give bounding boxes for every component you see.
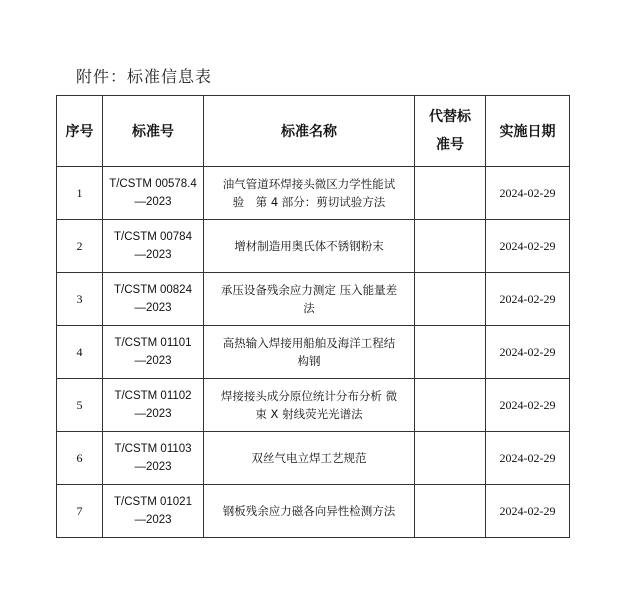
table-row — [57, 379, 570, 432]
standard-name-cell — [204, 432, 415, 485]
row-index: 2 — [57, 220, 103, 273]
standard-name-line2: 验 第 4 部分：剪切试验方法 — [232, 195, 386, 209]
standard-name-line2: 束 X 射线荧光光谱法 — [255, 407, 363, 421]
standard-number-line2: —2023 — [134, 302, 172, 314]
standard-name-cell — [204, 220, 415, 273]
effective-date-cell: 2024-02-29 — [486, 432, 570, 485]
standard-number-cell — [103, 432, 204, 485]
replaced-standard-cell — [415, 220, 486, 273]
standard-number-line2: —2023 — [134, 196, 172, 208]
standard-name-line1: 焊接接头成分原位统计分布分析 微 — [220, 389, 398, 403]
header-replaced-line2: 准号 — [436, 137, 464, 153]
standard-number-cell — [103, 326, 204, 379]
replaced-standard-cell — [415, 326, 486, 379]
replaced-standard-cell — [415, 167, 486, 220]
standard-number-cell — [103, 167, 204, 220]
standard-number-line2: —2023 — [134, 514, 172, 526]
page-title: 附件：标准信息表 — [76, 67, 213, 86]
header-standard-name: 标准名称 — [204, 96, 415, 167]
table-row — [57, 326, 570, 379]
row-index: 1 — [57, 167, 103, 220]
header-replaced-standard — [415, 96, 486, 167]
standard-name-line1: 油气管道环焊接头微区力学性能试 — [222, 177, 396, 191]
row-index: 6 — [57, 432, 103, 485]
standard-name-line2: 法 — [303, 301, 315, 315]
standard-name-cell — [204, 273, 415, 326]
replaced-standard-cell — [415, 485, 486, 538]
header-effective-date: 实施日期 — [486, 96, 570, 167]
standard-name-cell — [204, 167, 415, 220]
standard-name-cell — [204, 379, 415, 432]
standard-number-cell — [103, 273, 204, 326]
standard-number-line1: T/CSTM 01102 — [114, 390, 192, 402]
standards-table — [56, 95, 570, 538]
standard-number-line2: —2023 — [134, 408, 172, 420]
header-replaced-line1: 代替标 — [429, 109, 471, 125]
standard-name-line1: 高热输入焊接用船舶及海洋工程结 — [222, 336, 396, 350]
replaced-standard-cell — [415, 273, 486, 326]
effective-date-cell: 2024-02-29 — [486, 326, 570, 379]
effective-date-cell: 2024-02-29 — [486, 379, 570, 432]
standard-number-line1: T/CSTM 00578.4 — [109, 178, 197, 190]
table-row — [57, 167, 570, 220]
standard-name-line1: 增材制造用奥氏体不锈钢粉末 — [234, 239, 384, 253]
table-row — [57, 273, 570, 326]
standard-number-line1: T/CSTM 00784 — [114, 231, 192, 243]
standard-name-line1: 钢板残余应力磁各向异性检测方法 — [222, 504, 396, 518]
table-row — [57, 220, 570, 273]
replaced-standard-cell — [415, 379, 486, 432]
standard-number-line1: T/CSTM 00824 — [114, 284, 192, 296]
standard-number-cell — [103, 379, 204, 432]
standard-number-line1: T/CSTM 01021 — [114, 496, 192, 508]
table-header-row — [57, 96, 570, 167]
standard-name-cell — [204, 326, 415, 379]
standard-number-cell — [103, 220, 204, 273]
standard-number-line2: —2023 — [134, 355, 172, 367]
standard-name-line2: 构钢 — [297, 354, 321, 368]
table-row — [57, 485, 570, 538]
standard-number-line1: T/CSTM 01103 — [114, 443, 192, 455]
standard-name-line1: 双丝气电立焊工艺规范 — [251, 451, 367, 465]
header-standard-number: 标准号 — [103, 96, 204, 167]
header-index: 序号 — [57, 96, 103, 167]
replaced-standard-cell — [415, 432, 486, 485]
standard-number-line2: —2023 — [134, 461, 172, 473]
effective-date-cell: 2024-02-29 — [486, 167, 570, 220]
standard-number-cell — [103, 485, 204, 538]
row-index: 5 — [57, 379, 103, 432]
effective-date-cell: 2024-02-29 — [486, 485, 570, 538]
table-row — [57, 432, 570, 485]
row-index: 4 — [57, 326, 103, 379]
row-index: 7 — [57, 485, 103, 538]
effective-date-cell: 2024-02-29 — [486, 220, 570, 273]
standard-name-cell — [204, 485, 415, 538]
standard-number-line1: T/CSTM 01101 — [114, 337, 192, 349]
standard-number-line2: —2023 — [134, 249, 172, 261]
effective-date-cell: 2024-02-29 — [486, 273, 570, 326]
standard-name-line1: 承压设备残余应力测定 压入能量差 — [220, 283, 398, 297]
row-index: 3 — [57, 273, 103, 326]
